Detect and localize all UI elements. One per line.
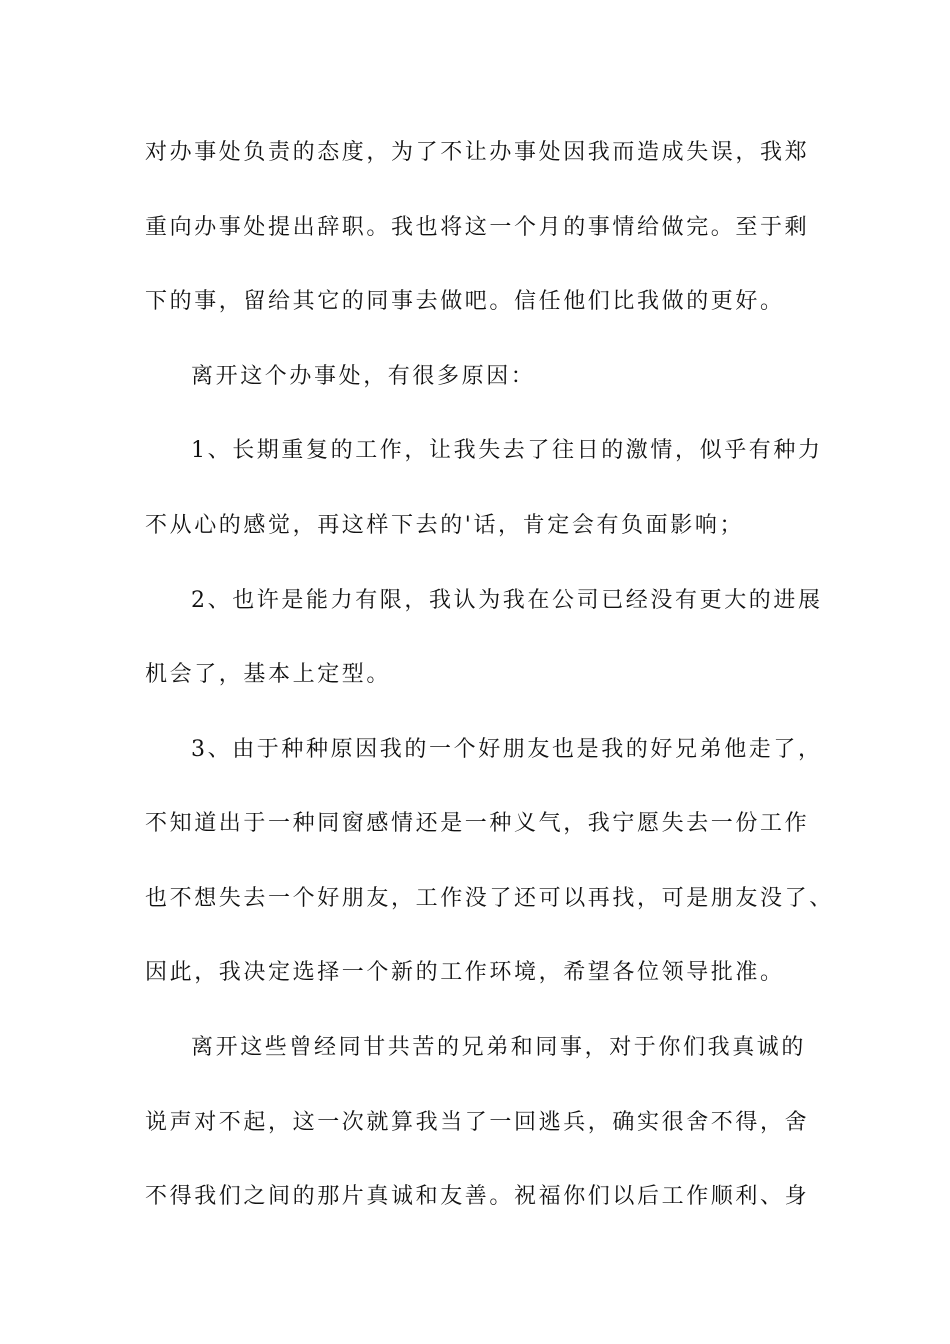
text-line: 不从心的感觉，再这样下去的'话，肯定会有负面影响； (145, 513, 745, 538)
paragraph-first-line: 离开这个办事处，有很多原因： (191, 364, 536, 389)
text-line: 说声对不起，这一次就算我当了一回逃兵，确实很舍不得，舍 (145, 1110, 810, 1135)
paragraph-first-line: 离开这些曾经同甘共苦的兄弟和同事，对于你们我真诚的 (191, 1035, 807, 1060)
text-line: 不知道出于一种同窗感情还是一种义气，我宁愿失去一份工作 (145, 811, 810, 836)
paragraph-first-line: 1、长期重复的工作，让我失去了往日的激情，似乎有种力 (191, 438, 823, 463)
text-line: 下的事，留给其它的同事去做吧。信任他们比我做的更好。 (145, 289, 785, 314)
text-line: 不得我们之间的那片真诚和友善。祝福你们以后工作顺利、身 (145, 1184, 810, 1209)
text-line: 也不想失去一个好朋友，工作没了还可以再找，可是朋友没了、 (145, 886, 834, 911)
text-line: 对办事处负责的态度，为了不让办事处因我而造成失误，我郑 (145, 140, 810, 165)
text-line: 重向办事处提出辞职。我也将这一个月的事情给做完。至于剩 (145, 215, 810, 240)
paragraph-first-line: 3、由于种种原因我的一个好朋友也是我的好兄弟他走了， (191, 737, 823, 762)
text-line: 因此，我决定选择一个新的工作环境，希望各位领导批准。 (145, 960, 785, 985)
text-line: 机会了，基本上定型。 (145, 662, 392, 687)
paragraph-first-line: 2、也许是能力有限，我认为我在公司已经没有更大的进展 (191, 588, 823, 613)
